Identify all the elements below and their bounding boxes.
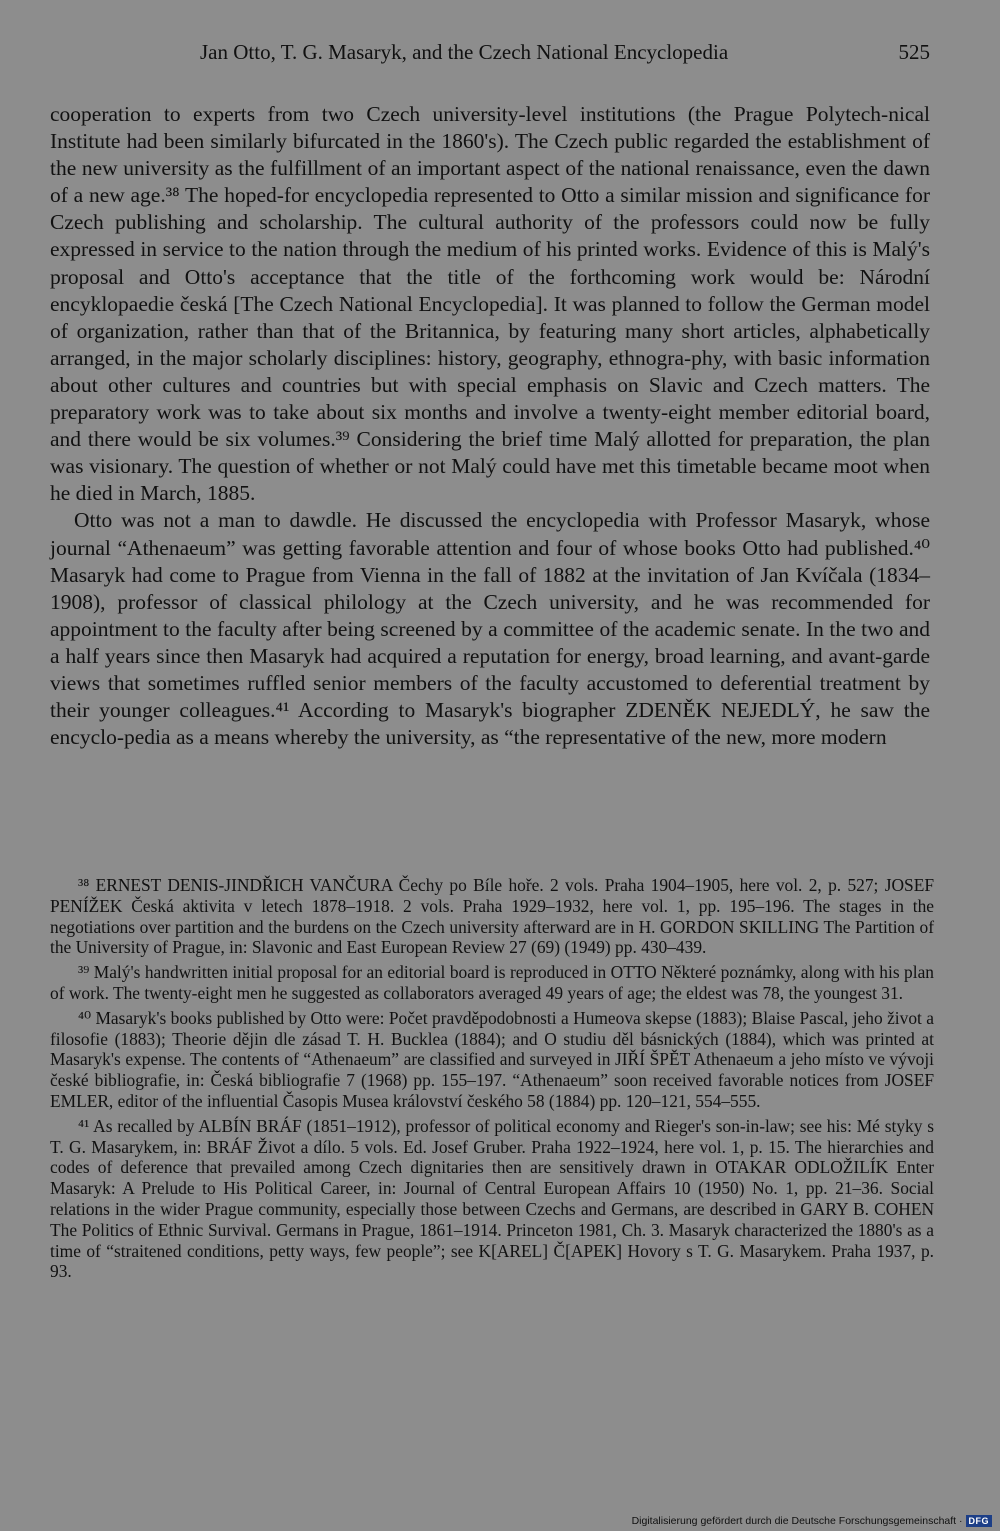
footnote-41: ⁴¹ As recalled by ALBÍN BRÁF (1851–1912), professor of political economy and Rieger's son-in-law; see his: Mé styky s T. G. Masarykem, in: BRÁF Život a dílo. 5 vols. Ed. Josef Gruber. Praha 1922–1924, here vol. 1, p. 15. The hierarchies and codes of deference that prevailed among Czech dignitaries then are sensitively drawn in OTAKAR ODLOŽILÍK Enter Masaryk: A Prelude to His Political Career, in: Journal of Central European Affairs 10 (1950) No. 1, pp. 21–36. Social relations in the wider Prague community, especially those between Czechs and Germans, are described in GARY B. COHEN The Politics of Ethnic Survival. Germans in Prague, 1861–1914. Princeton 1981, Ch. 3. Masaryk characterized the 1880's as a time of “straitened conditions, petty ways, few people”; see K[AREL] Č[APEK] Hovory s T. G. Masarykem. Praha 1937, p. 93.: [50, 1115, 934, 1282]
footnotes: [50, 875, 934, 1282]
running-title: Jan Otto, T. G. Masaryk, and the Czech National Encyclopedia: [200, 40, 729, 64]
footnote-38: ³⁸ ERNEST DENIS-JINDŘICH VANČURA Čechy po Bíle hoře. 2 vols. Praha 1904–1905, here vol. 2, p. 527; JOSEF PENÍŽEK Česká aktivita v letech 1878–1918. 2 vols. Praha 1929–1932, here vol. 1, pp. 195–196. The stages in the negotiations over partition and the burdens on the Czech university afterward are in H. GORDON SKILLING The Partition of the University of Prague, in: Slavonic and East European Review 27 (69) (1949) pp. 430–439.: [50, 875, 934, 958]
footnote-40: ⁴⁰ Masaryk's books published by Otto were: Počet pravděpodobnosti a Humeova skepse (1883); Blaise Pascal, jeho život a filosofie (1883); Theorie dějin dle zásad T. H. Bucklea (1884); and O studiu děl básnických (1884), which was printed at Masaryk's expense. The contents of “Athenaeum” are classified and surveyed in JIŘÍ ŠPĚT Athenaeum a jeho místo ve vývoji české bibliografie, in: Česká bibliografie 7 (1968) pp. 155–197. “Athenaeum” soon received favorable notices from JOSEF EMLER, editor of the influential Časopis Musea království českého 58 (1884) pp. 120–121, 554–555.: [50, 1007, 934, 1111]
body-paragraph: cooperation to experts from two Czech university-level institutions (the Prague Polytech-nical Institute had been similarly bifurcated in the 1860's). The Czech public regarded the establishment of the new university as the fulfillment of an important aspect of the national renaissance, even the dawn of a new age.³⁸ The hoped-for encyclopedia represented to Otto a similar mission and significance for Czech publishing and scholarship. The cultural authority of the professors could now be fully expressed in service to the nation through the medium of his printed works. Evidence of this is Malý's proposal and Otto's acceptance that the title of the forthcoming work would be: Národní encyklopaedie česká [The Czech National Encyclopedia]. It was planned to follow the German model of organization, rather than that of the Britannica, by featuring many short articles, alphabetically arranged, in the major scholarly disciplines: history, geography, ethnogra-phy, with basic information about other cultures and countries but with special emphasis on Slavic and Czech matters. The preparatory work was to take about six months and involve a twenty-eight member editorial board, and there would be six volumes.³⁹ Considering the brief time Malý allotted for preparation, the plan was visionary. The question of whether or not Malý could have met this timetable became moot when he died in March, 1885.: [50, 102, 930, 506]
body-paragraph: Otto was not a man to dawdle. He discussed the encyclopedia with Professor Masaryk, whose journal “Athenaeum” was getting favorable attention and four of whose books Otto had published.⁴⁰ Masaryk had come to Prague from Vienna in the fall of 1882 at the invitation of Jan Kvíčala (1834–1908), professor of classical philology at the Czech university, and he was recommended for appointment to the faculty after being screened by a committee of the academic senate. In the two and a half years since then Masaryk had acquired a reputation for energy, broad learning, and avant-garde views that sometimes ruffled senior members of the faculty accustomed to deferential treatment by their younger colleagues.⁴¹ According to Masaryk's biographer ZDENĚK NEJEDLÝ, he saw the encyclo-pedia as a means whereby the university, as “the representative of the new, more modern: [50, 508, 930, 750]
running-header: [50, 40, 930, 72]
digitization-credit-text: Digitalisierung gefördert durch die Deutsche Forschungsgemeinschaft ·: [631, 1515, 963, 1527]
page-number: 525: [898, 40, 930, 64]
main-body-text: [50, 101, 930, 751]
dfg-logo-icon: DFG: [966, 1515, 993, 1527]
footnote-39: ³⁹ Malý's handwritten initial proposal for an editorial board is reproduced in OTTO Některé poznámky, along with his plan of work. The twenty-eight men he suggested as collaborators averaged 49 years of age; the eldest was 78, the youngest 31.: [50, 962, 934, 1003]
digitization-credit: [632, 1515, 992, 1527]
